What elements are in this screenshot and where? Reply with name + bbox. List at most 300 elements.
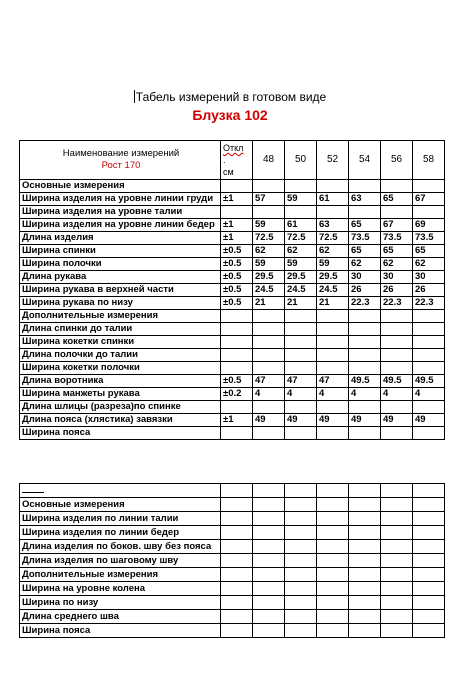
page-title (0, 90, 460, 104)
row-tolerance (221, 349, 253, 362)
row-name: Дополнительные измерения (20, 568, 221, 582)
table-row (20, 540, 445, 554)
row-tolerance (221, 180, 253, 193)
table-row (20, 610, 445, 624)
table-cell (221, 596, 253, 610)
header-tolerance-label: Откл (223, 143, 244, 153)
table-row (20, 484, 445, 498)
table-cell (285, 512, 317, 526)
table-row (20, 297, 445, 310)
table-cell (349, 582, 381, 596)
row-name: Длина изделия по шаговому шву (20, 554, 221, 568)
table-cell (349, 568, 381, 582)
header-tolerance-unit: см (223, 167, 234, 177)
table-cell (285, 554, 317, 568)
table-cell (317, 554, 349, 568)
table-cell (381, 610, 413, 624)
row-value (317, 310, 349, 323)
row-tolerance: ±0.2 (221, 388, 253, 401)
table-row (20, 271, 445, 284)
row-value: 26 (349, 284, 381, 297)
row-value: 72.5 (317, 232, 349, 245)
row-value: 4 (349, 388, 381, 401)
row-value: 61 (285, 219, 317, 232)
table-cell (221, 554, 253, 568)
row-name: Ширина изделия на уровне талии (20, 206, 221, 219)
row-name: Ширина изделия на уровне линии груди (20, 193, 221, 206)
row-value: 69 (413, 219, 445, 232)
table-row (20, 568, 445, 582)
row-value: 22.3 (349, 297, 381, 310)
row-value (413, 323, 445, 336)
table-cell (317, 596, 349, 610)
row-value (317, 362, 349, 375)
row-value (413, 180, 445, 193)
row-value (381, 180, 413, 193)
row-value (253, 310, 285, 323)
table-cell (349, 624, 381, 638)
table-cell (285, 540, 317, 554)
row-value: 47 (253, 375, 285, 388)
row-value (413, 310, 445, 323)
row-tolerance: ±0.5 (221, 284, 253, 297)
table-row (20, 427, 445, 440)
row-name: Ширина изделия по линии талии (20, 512, 221, 526)
row-value: 24.5 (285, 284, 317, 297)
row-value: 57 (253, 193, 285, 206)
row-value (349, 349, 381, 362)
row-value (413, 349, 445, 362)
header-size: 48 (253, 141, 285, 180)
row-value: 73.5 (349, 232, 381, 245)
row-tolerance (221, 427, 253, 440)
table-cell (253, 484, 285, 498)
row-value (349, 310, 381, 323)
table-cell (285, 624, 317, 638)
row-value: 73.5 (381, 232, 413, 245)
row-value (381, 349, 413, 362)
row-value (349, 401, 381, 414)
row-value (381, 362, 413, 375)
row-name: Длина воротника (20, 375, 221, 388)
table-cell (285, 484, 317, 498)
row-value: 21 (317, 297, 349, 310)
table-cell (317, 610, 349, 624)
row-value (285, 323, 317, 336)
row-value (317, 323, 349, 336)
row-value (413, 206, 445, 219)
table-row (20, 414, 445, 427)
table-row (20, 323, 445, 336)
row-name: Длина изделия (20, 232, 221, 245)
table-cell (317, 512, 349, 526)
table-cell (221, 624, 253, 638)
row-value (253, 362, 285, 375)
table-cell (413, 498, 445, 512)
row-value: 63 (317, 219, 349, 232)
table-cell (381, 498, 413, 512)
row-value (381, 310, 413, 323)
row-value: 65 (381, 193, 413, 206)
row-name: Ширина изделия на уровне линии бедер (20, 219, 221, 232)
row-value (381, 323, 413, 336)
row-value: 22.3 (413, 297, 445, 310)
table-cell (285, 526, 317, 540)
row-value: 49 (285, 414, 317, 427)
row-name: Ширина на уровне колена (20, 582, 221, 596)
row-value: 62 (413, 258, 445, 271)
row-tolerance (221, 401, 253, 414)
row-value (285, 362, 317, 375)
row-value: 65 (349, 219, 381, 232)
row-name: Ширина пояса (20, 624, 221, 638)
row-value (349, 323, 381, 336)
row-name: Ширина манжеты рукава (20, 388, 221, 401)
row-tolerance (221, 310, 253, 323)
row-value (381, 336, 413, 349)
row-tolerance: ±0.5 (221, 271, 253, 284)
row-value (253, 180, 285, 193)
table-cell (253, 568, 285, 582)
row-value (253, 427, 285, 440)
row-value (285, 401, 317, 414)
table-cell (349, 554, 381, 568)
table-cell (349, 498, 381, 512)
row-value: 49 (349, 414, 381, 427)
table-cell (285, 610, 317, 624)
row-value (413, 336, 445, 349)
measurements-table-2 (19, 483, 445, 638)
row-value: 22.3 (381, 297, 413, 310)
header-size: 54 (349, 141, 381, 180)
row-value: 62 (381, 258, 413, 271)
row-tolerance: ±1 (221, 414, 253, 427)
table-cell (413, 540, 445, 554)
row-value (285, 206, 317, 219)
row-name: Длина рукава (20, 271, 221, 284)
row-value: 26 (413, 284, 445, 297)
header-size: 52 (317, 141, 349, 180)
row-value (317, 401, 349, 414)
row-tolerance (221, 323, 253, 336)
table-row (20, 388, 445, 401)
table-cell (413, 610, 445, 624)
table-cell (349, 540, 381, 554)
row-tolerance: ±0.5 (221, 258, 253, 271)
table-cell (413, 554, 445, 568)
row-value: 72.5 (253, 232, 285, 245)
table-cell (413, 624, 445, 638)
header-name-cell (20, 141, 221, 180)
row-value: 29.5 (317, 271, 349, 284)
table-row (20, 258, 445, 271)
row-value: 65 (413, 245, 445, 258)
table-cell (317, 484, 349, 498)
table-cell (317, 540, 349, 554)
row-value (285, 349, 317, 362)
table-row (20, 554, 445, 568)
row-value: 26 (381, 284, 413, 297)
row-value (285, 427, 317, 440)
table-cell (381, 554, 413, 568)
table-row (20, 193, 445, 206)
row-value (381, 427, 413, 440)
row-value: 49 (317, 414, 349, 427)
row-value: 47 (285, 375, 317, 388)
table-cell (253, 610, 285, 624)
row-value: 67 (413, 193, 445, 206)
table-cell (253, 512, 285, 526)
row-value (413, 362, 445, 375)
page-subtitle: Блузка 102 (192, 107, 268, 123)
table-cell (413, 484, 445, 498)
row-tolerance: ±0.5 (221, 297, 253, 310)
table-cell (20, 484, 221, 498)
table-cell (221, 512, 253, 526)
row-value (381, 401, 413, 414)
row-value: 30 (349, 271, 381, 284)
row-value (253, 349, 285, 362)
row-value: 49.5 (349, 375, 381, 388)
row-name: Ширина спинки (20, 245, 221, 258)
table-row (20, 349, 445, 362)
row-name: Основные измерения (20, 180, 221, 193)
table-cell (381, 512, 413, 526)
row-value (253, 323, 285, 336)
row-value: 29.5 (253, 271, 285, 284)
header-stub-line (22, 492, 44, 493)
table-row (20, 336, 445, 349)
row-value: 59 (253, 219, 285, 232)
row-tolerance (221, 336, 253, 349)
row-name: Основные измерения (20, 498, 221, 512)
table-row (20, 512, 445, 526)
table-cell (413, 568, 445, 582)
table-row (20, 245, 445, 258)
table-cell (221, 484, 253, 498)
text-cursor (134, 90, 135, 103)
row-value: 4 (317, 388, 349, 401)
row-value: 59 (285, 193, 317, 206)
row-name: Длина полочки до талии (20, 349, 221, 362)
row-name: Ширина полочки (20, 258, 221, 271)
header-height-label: Рост 170 (101, 160, 141, 171)
row-value (349, 427, 381, 440)
row-value: 63 (349, 193, 381, 206)
row-value (317, 427, 349, 440)
table-cell (285, 498, 317, 512)
table-cell (349, 484, 381, 498)
row-value: 65 (381, 245, 413, 258)
measurements-table (19, 140, 445, 440)
table-cell (349, 526, 381, 540)
row-tolerance: ±0.5 (221, 375, 253, 388)
row-name: Ширина по низу (20, 596, 221, 610)
row-value (253, 401, 285, 414)
table-cell (381, 568, 413, 582)
row-value: 59 (317, 258, 349, 271)
row-tolerance: ±1 (221, 219, 253, 232)
row-value: 4 (413, 388, 445, 401)
table-cell (381, 596, 413, 610)
row-value: 29.5 (285, 271, 317, 284)
row-value: 62 (253, 245, 285, 258)
row-value (285, 180, 317, 193)
table-cell (221, 610, 253, 624)
table-row (20, 284, 445, 297)
row-value (285, 310, 317, 323)
header-tolerance-dot: . (223, 155, 226, 165)
row-name: Длина спинки до талии (20, 323, 221, 336)
table-cell (285, 596, 317, 610)
row-value: 4 (381, 388, 413, 401)
row-tolerance: ±1 (221, 193, 253, 206)
row-name: Ширина изделия по линии бедер (20, 526, 221, 540)
table-cell (349, 610, 381, 624)
row-value (413, 427, 445, 440)
row-value (349, 362, 381, 375)
table-cell (317, 498, 349, 512)
row-value: 61 (317, 193, 349, 206)
table-row (20, 498, 445, 512)
row-value: 4 (285, 388, 317, 401)
row-value: 4 (253, 388, 285, 401)
row-name: Ширина рукава в верхней части (20, 284, 221, 297)
row-name: Дополнительные измерения (20, 310, 221, 323)
table-row (20, 180, 445, 193)
table-row (20, 232, 445, 245)
row-value: 47 (317, 375, 349, 388)
table-cell (349, 512, 381, 526)
row-value: 59 (285, 258, 317, 271)
row-value: 30 (381, 271, 413, 284)
table-row (20, 310, 445, 323)
header-size: 58 (413, 141, 445, 180)
row-name: Ширина кокетки спинки (20, 336, 221, 349)
row-value: 59 (253, 258, 285, 271)
row-value: 65 (349, 245, 381, 258)
row-value: 72.5 (285, 232, 317, 245)
row-name: Длина изделия по боков. шву без пояса (20, 540, 221, 554)
table-cell (221, 568, 253, 582)
table-cell (285, 582, 317, 596)
row-value (349, 336, 381, 349)
row-value: 49 (413, 414, 445, 427)
table-cell (253, 596, 285, 610)
row-value: 62 (349, 258, 381, 271)
row-value (349, 206, 381, 219)
table-cell (317, 624, 349, 638)
header-name-label: Наименование измерений (62, 148, 180, 159)
row-value (253, 206, 285, 219)
row-name: Ширина пояса (20, 427, 221, 440)
table-row (20, 362, 445, 375)
table-cell (413, 526, 445, 540)
table-cell (381, 484, 413, 498)
row-value: 24.5 (317, 284, 349, 297)
table-cell (317, 582, 349, 596)
table-cell (381, 624, 413, 638)
table-cell (381, 582, 413, 596)
table-cell (413, 582, 445, 596)
row-value: 62 (317, 245, 349, 258)
table-cell (253, 624, 285, 638)
table-cell (253, 498, 285, 512)
row-value: 73.5 (413, 232, 445, 245)
table-cell (413, 512, 445, 526)
table-row (20, 401, 445, 414)
row-value: 49 (381, 414, 413, 427)
table-row (20, 206, 445, 219)
table-cell (221, 526, 253, 540)
row-value (253, 336, 285, 349)
table-cell (221, 582, 253, 596)
table-cell (253, 554, 285, 568)
table-cell (381, 526, 413, 540)
table-cell (381, 540, 413, 554)
row-value: 49.5 (381, 375, 413, 388)
table-cell (413, 596, 445, 610)
row-tolerance: ±1 (221, 232, 253, 245)
table-cell (317, 526, 349, 540)
table-cell (317, 568, 349, 582)
row-tolerance: ±0.5 (221, 245, 253, 258)
table-row (20, 219, 445, 232)
page-title-text: Табель измерений в готовом виде (135, 90, 327, 104)
row-value: 49.5 (413, 375, 445, 388)
table-row (20, 526, 445, 540)
header-tolerance-cell (221, 141, 253, 180)
row-name: Длина шлицы (разреза)по спинке (20, 401, 221, 414)
table-cell (253, 582, 285, 596)
row-value: 67 (381, 219, 413, 232)
row-value: 49 (253, 414, 285, 427)
header-size: 56 (381, 141, 413, 180)
row-name: Длина пояса (хлястика) завязки (20, 414, 221, 427)
row-name: Ширина кокетки полочки (20, 362, 221, 375)
row-value (317, 336, 349, 349)
row-value: 21 (253, 297, 285, 310)
row-value (413, 401, 445, 414)
row-name: Ширина рукава по низу (20, 297, 221, 310)
row-value (349, 180, 381, 193)
row-value (317, 180, 349, 193)
row-value (381, 206, 413, 219)
row-value: 30 (413, 271, 445, 284)
table-row (20, 582, 445, 596)
row-value: 62 (285, 245, 317, 258)
table-cell (349, 596, 381, 610)
table-row (20, 624, 445, 638)
table-cell (221, 498, 253, 512)
table-row (20, 375, 445, 388)
row-value (285, 336, 317, 349)
row-value: 24.5 (253, 284, 285, 297)
table-cell (221, 540, 253, 554)
table-row (20, 596, 445, 610)
table-cell (253, 526, 285, 540)
header-size: 50 (285, 141, 317, 180)
row-value: 21 (285, 297, 317, 310)
table-cell (253, 540, 285, 554)
table-header-row (20, 141, 445, 180)
row-name: Длина среднего шва (20, 610, 221, 624)
table-cell (285, 568, 317, 582)
row-value (317, 349, 349, 362)
row-value (317, 206, 349, 219)
row-tolerance (221, 206, 253, 219)
row-tolerance (221, 362, 253, 375)
